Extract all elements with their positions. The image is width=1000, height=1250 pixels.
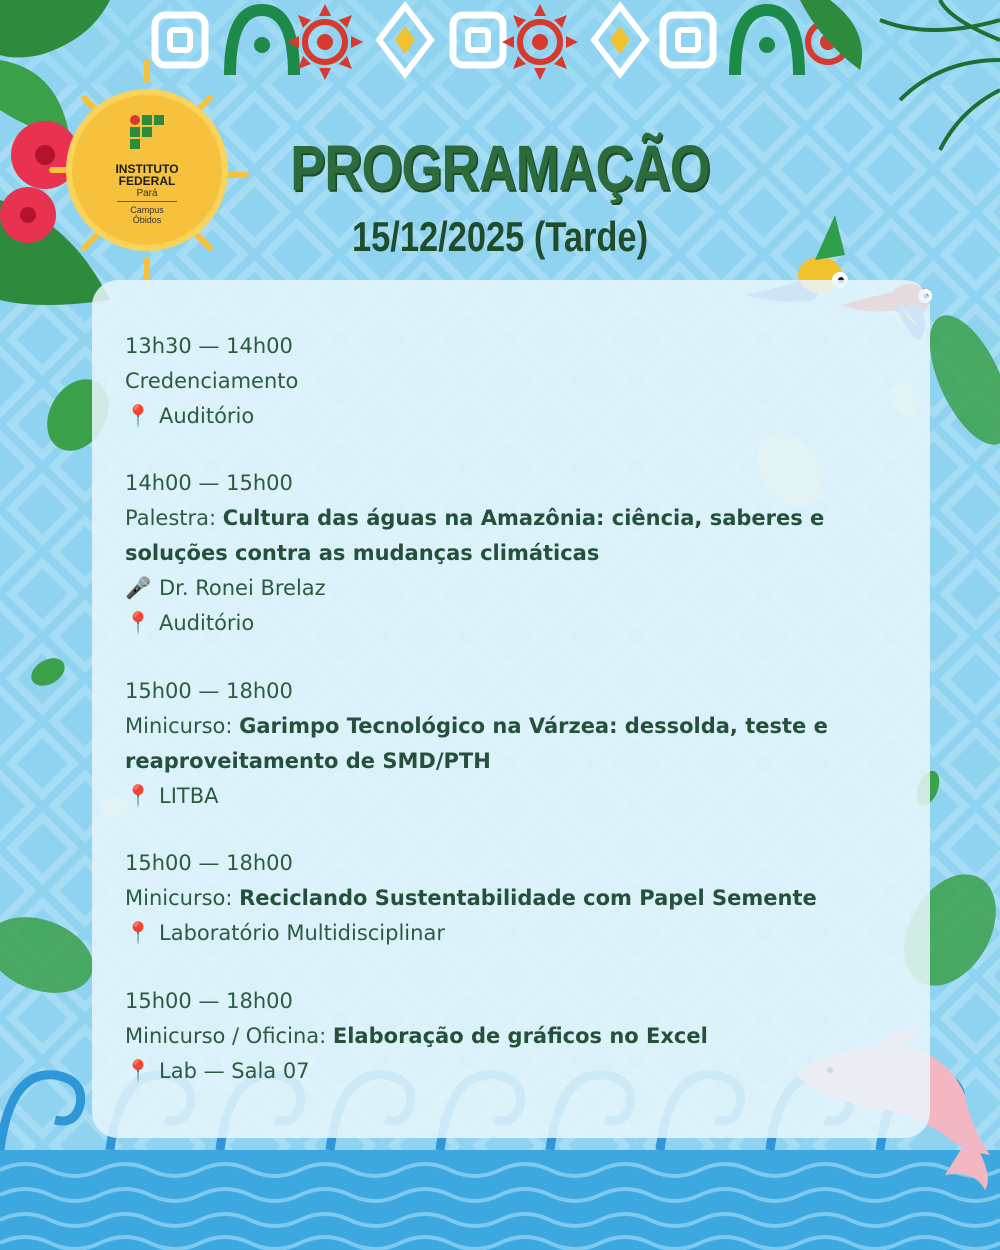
entry-location: [125, 1054, 905, 1089]
entry-location: [125, 399, 905, 434]
entry-time: 15h00 — 18h00: [125, 989, 293, 1013]
entry-time: 15h00 — 18h00: [125, 851, 293, 875]
pin-icon: 📍: [125, 1059, 152, 1083]
entry-type: Minicurso / Oficina:: [125, 1024, 327, 1048]
entry-type: Palestra:: [125, 506, 217, 530]
entry-title-part2: soluções contra as mudanças climáticas: [125, 541, 600, 565]
entry-title-part2: reaproveitamento de SMD/PTH: [125, 749, 491, 773]
entry-title-line: [125, 881, 905, 916]
entry-time: 13h30 — 14h00: [125, 334, 293, 358]
schedule-entry: [125, 329, 905, 434]
entry-location-text: LITBA: [159, 784, 219, 808]
schedule-entry: [125, 846, 905, 951]
entry-location: [125, 916, 905, 951]
entry-time: 14h00 — 15h00: [125, 471, 293, 495]
entry-title-line: [125, 709, 905, 744]
entry-title-line: [125, 501, 905, 536]
entry-type: Minicurso:: [125, 886, 233, 910]
entry-title: Reciclando Sustentabilidade com Papel Semente: [239, 886, 817, 910]
page-subtitle: 15/12/2025 (Tarde): [351, 213, 649, 260]
entry-title-part1: Cultura das águas na Amazônia: ciência, saberes e: [222, 506, 825, 530]
entry-title: Elaboração de gráficos no Excel: [332, 1024, 708, 1048]
institute-logo: [72, 95, 222, 245]
entry-title: Credenciamento: [125, 369, 299, 393]
logo-text-campus: Campus: [130, 205, 164, 215]
logo-divider: [117, 201, 177, 202]
entry-time: 15h00 — 18h00: [125, 679, 293, 703]
logo-text-instituto: INSTITUTO: [115, 162, 179, 176]
entry-location-text: Lab — Sala 07: [159, 1059, 310, 1083]
entry-speaker: [125, 571, 905, 606]
entry-location-text: Laboratório Multidisciplinar: [159, 921, 445, 945]
pin-icon: 📍: [125, 404, 152, 428]
entry-type: Minicurso:: [125, 714, 233, 738]
entry-location: [125, 606, 905, 641]
schedule-entry: [125, 984, 905, 1089]
schedule-entry: [125, 466, 905, 641]
entry-location-text: Auditório: [159, 404, 255, 428]
entry-location-text: Auditório: [159, 611, 255, 635]
logo-text-state: Pará: [136, 188, 158, 199]
entry-speaker-text: Dr. Ronei Brelaz: [159, 576, 326, 600]
pin-icon: 📍: [125, 784, 152, 808]
microphone-icon: 🎤: [125, 576, 152, 600]
pin-icon: 📍: [125, 611, 152, 635]
page-title: PROGRAMAÇÃO: [290, 132, 710, 204]
logo-text-federal: FEDERAL: [118, 174, 176, 188]
entry-location: [125, 779, 905, 814]
entry-title-line: [125, 1019, 905, 1054]
schedule-entry: [125, 674, 905, 814]
logo-text-city: Óbidos: [132, 215, 162, 225]
entry-title-part1: Garimpo Tecnológico na Várzea: dessolda, teste e: [239, 714, 828, 738]
if-logo-icon: [130, 115, 164, 155]
pin-icon: 📍: [125, 921, 152, 945]
